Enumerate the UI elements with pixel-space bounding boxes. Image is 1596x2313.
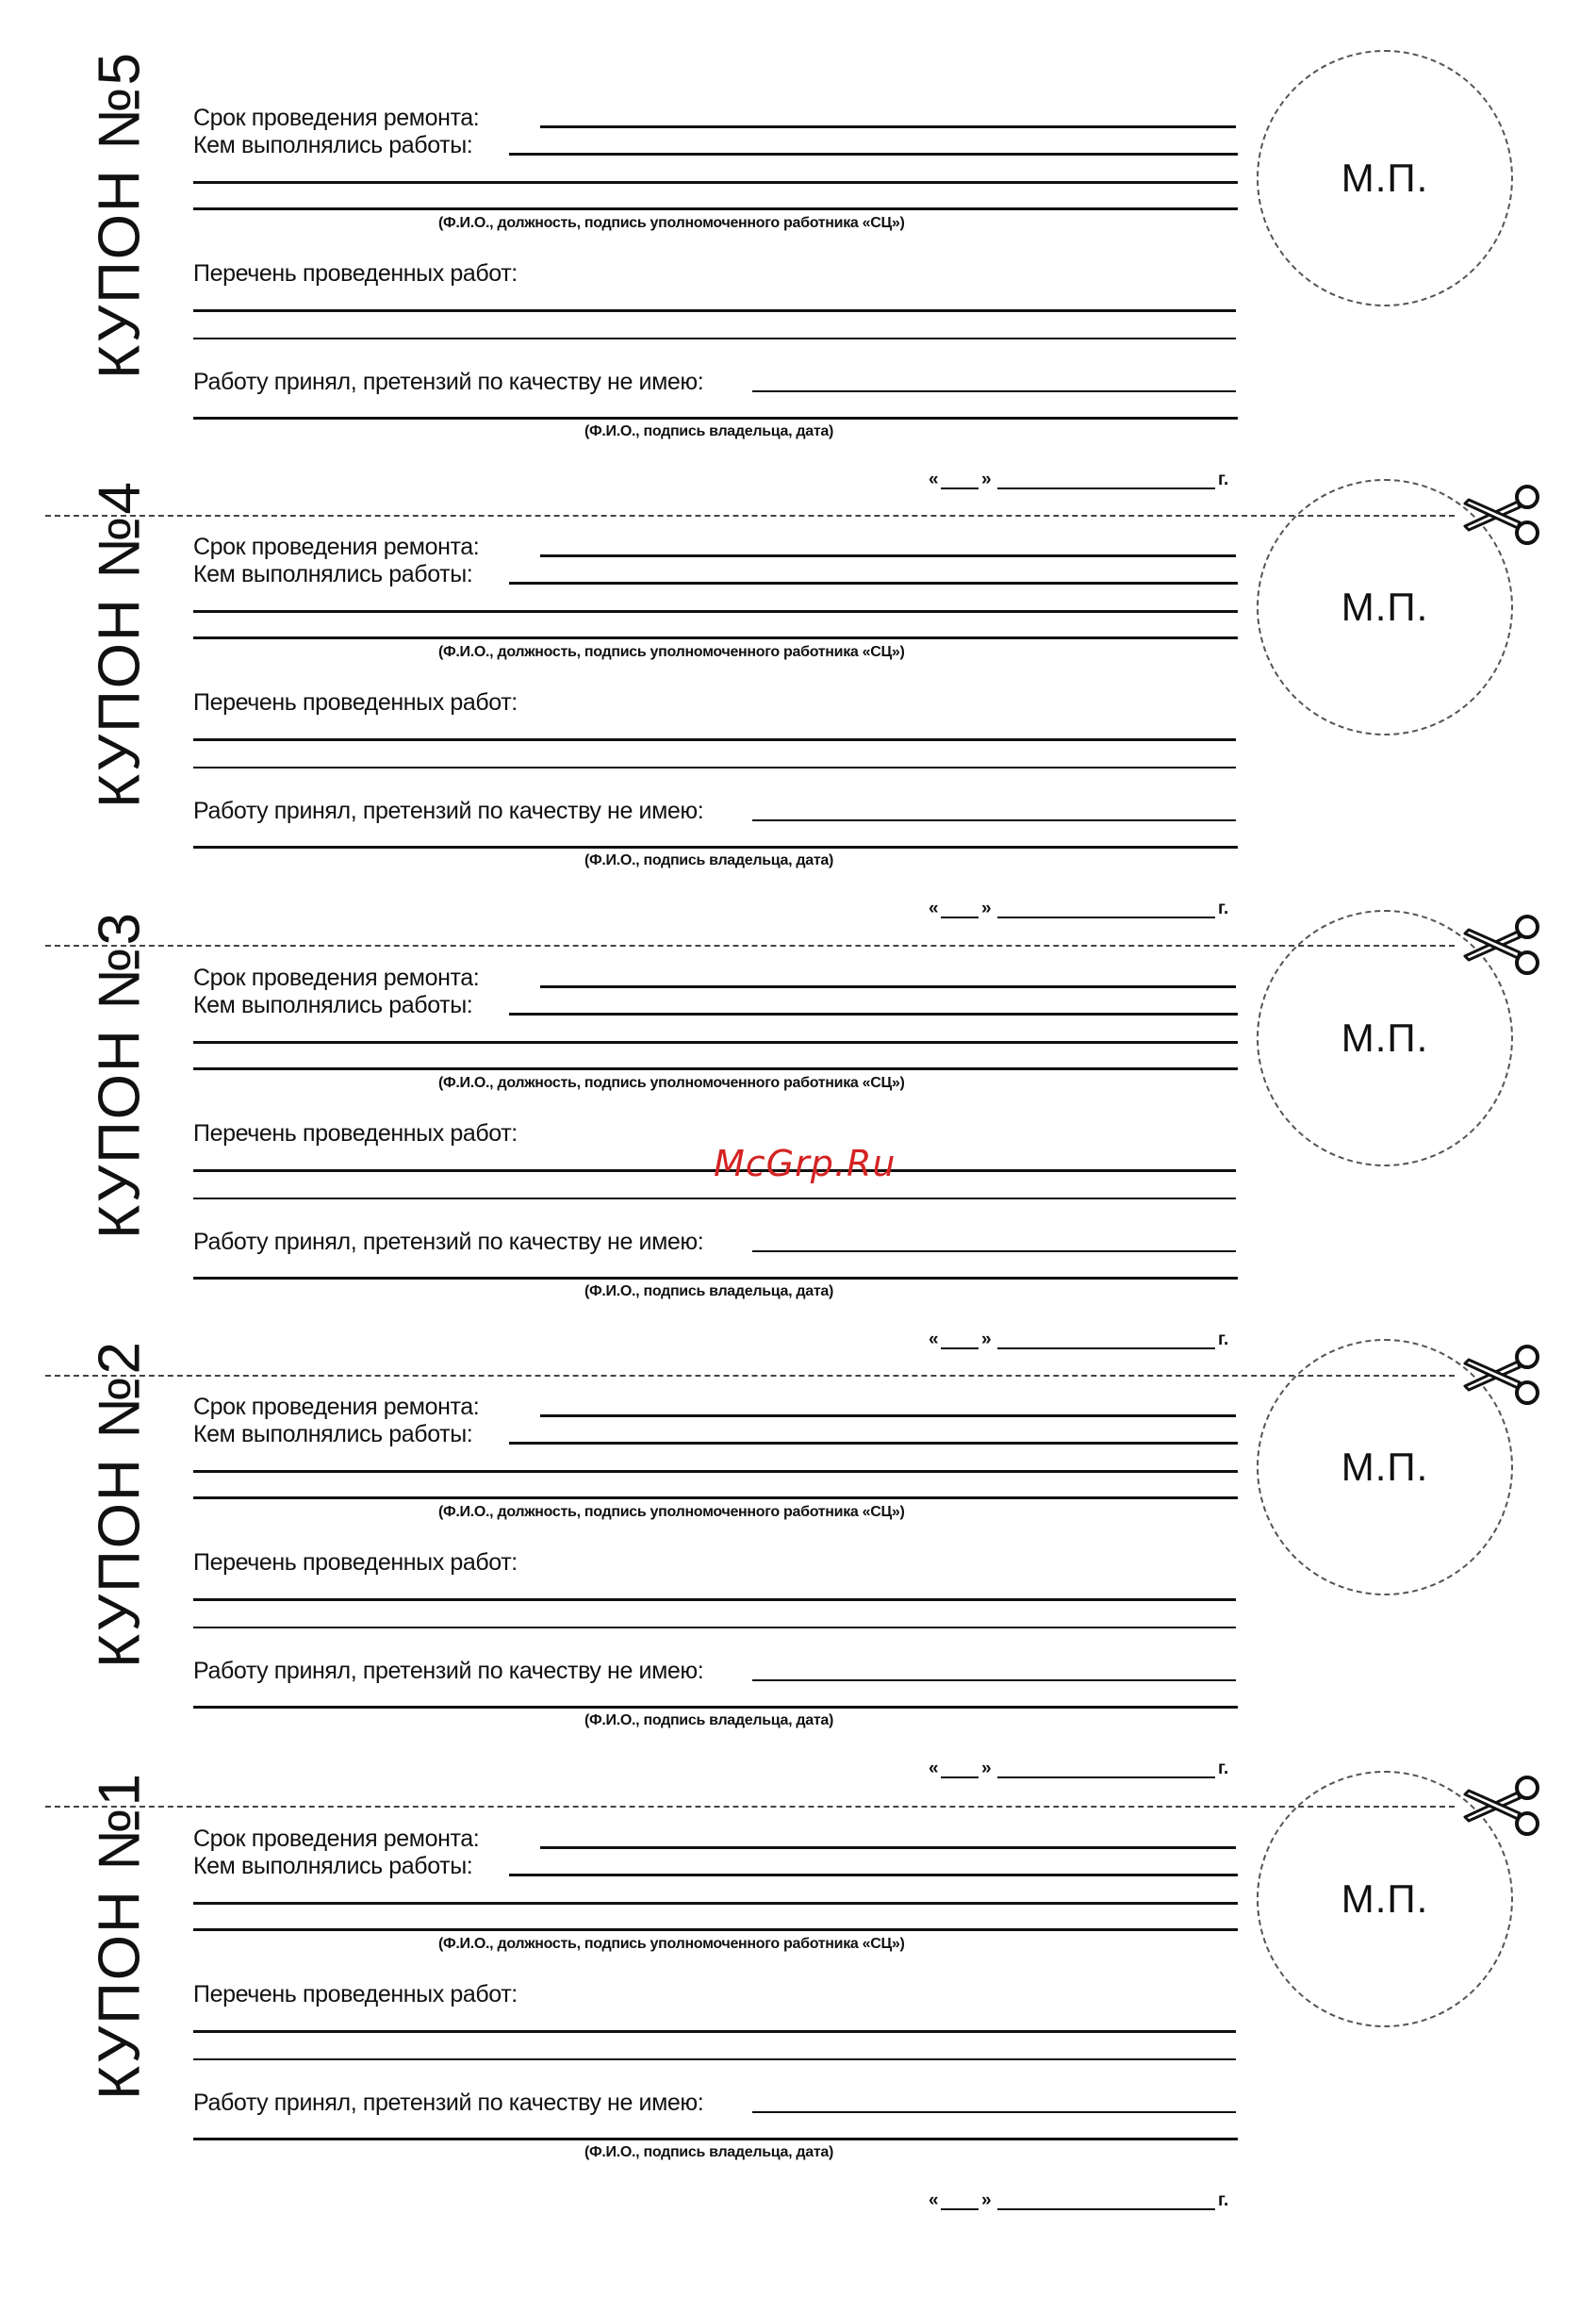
coupon-title: КУПОН №2 — [87, 1340, 153, 1668]
accepted-field[interactable] — [752, 1679, 1236, 1681]
performed-by-field[interactable] — [509, 1013, 1238, 1016]
coupon-4 — [0, 429, 1596, 918]
repair-term-field[interactable] — [540, 985, 1236, 988]
stamp-label: М.П. — [1341, 1016, 1429, 1060]
date-close-quote: » — [981, 470, 992, 489]
sc-employee-caption: (Ф.И.О., должность, подпись уполномоченного работника «СЦ») — [438, 1936, 905, 1952]
date-open-quote: « — [929, 1330, 939, 1349]
date-close-quote: » — [981, 1330, 992, 1349]
works-list-field-line-1[interactable] — [193, 1598, 1236, 1601]
accepted-field[interactable] — [752, 390, 1236, 392]
coupon-title: КУПОН №1 — [87, 1772, 153, 2100]
coupon-5 — [0, 0, 1596, 489]
cut-line — [45, 1375, 1455, 1377]
performed-by-field-line-3[interactable] — [193, 1067, 1238, 1070]
year-suffix: г. — [1218, 470, 1229, 489]
accepted-label: Работу принял, претензий по качеству не имею: — [193, 369, 704, 395]
stamp-label: М.П. — [1341, 1445, 1429, 1489]
owner-caption: (Ф.И.О., подпись владельца, дата) — [584, 1283, 833, 1299]
repair-term-field[interactable] — [540, 554, 1236, 557]
performed-by-field[interactable] — [509, 1874, 1238, 1876]
works-list-field-line-2[interactable] — [193, 767, 1236, 768]
accepted-field[interactable] — [752, 2111, 1236, 2113]
performed-by-field-line-2[interactable] — [193, 610, 1238, 613]
coupon-title: КУПОН №3 — [87, 911, 153, 1239]
repair-term-label: Срок проведения ремонта: — [193, 1394, 480, 1420]
year-suffix: г. — [1218, 1330, 1229, 1349]
date-close-quote: » — [981, 2190, 992, 2210]
accepted-field[interactable] — [752, 1250, 1236, 1252]
scissors-icon — [1461, 1345, 1546, 1405]
performed-by-label: Кем выполнялись работы: — [193, 1421, 473, 1447]
works-list-field-line-1[interactable] — [193, 738, 1236, 741]
performed-by-label: Кем выполнялись работы: — [193, 561, 473, 587]
date-open-quote: « — [929, 1759, 939, 1778]
works-list-label: Перечень проведенных работ: — [193, 689, 518, 716]
scissors-icon — [1461, 485, 1546, 545]
year-suffix: г. — [1218, 899, 1229, 918]
repair-term-field[interactable] — [540, 1846, 1236, 1849]
coupon-title: КУПОН №5 — [87, 51, 153, 379]
owner-caption: (Ф.И.О., подпись владельца, дата) — [584, 423, 833, 439]
performed-by-field-line-2[interactable] — [193, 181, 1238, 184]
watermark: McGrp.Ru — [714, 1143, 897, 1184]
accepted-label: Работу принял, претензий по качеству не имею: — [193, 798, 704, 824]
cut-line — [45, 1806, 1455, 1808]
date-month-field[interactable] — [997, 2208, 1215, 2210]
sc-employee-caption: (Ф.И.О., должность, подпись уполномоченного работника «СЦ») — [438, 215, 905, 231]
year-suffix: г. — [1218, 2190, 1229, 2210]
works-list-field-line-1[interactable] — [193, 309, 1236, 312]
owner-signature-field[interactable] — [193, 417, 1238, 420]
performed-by-field-line-2[interactable] — [193, 1470, 1238, 1473]
performed-by-field-line-2[interactable] — [193, 1902, 1238, 1905]
performed-by-field-line-3[interactable] — [193, 1928, 1238, 1931]
owner-signature-field[interactable] — [193, 2138, 1238, 2140]
accepted-label: Работу принял, претензий по качеству не имею: — [193, 1229, 704, 1255]
performed-by-field-line-3[interactable] — [193, 1496, 1238, 1499]
scissors-icon — [1461, 1776, 1546, 1836]
date-open-quote: « — [929, 899, 939, 918]
repair-term-label: Срок проведения ремонта: — [193, 105, 480, 131]
owner-signature-field[interactable] — [193, 846, 1238, 849]
accepted-label: Работу принял, претензий по качеству не имею: — [193, 1658, 704, 1684]
sc-employee-caption: (Ф.И.О., должность, подпись уполномоченного работника «СЦ») — [438, 644, 905, 660]
coupon-3 — [0, 860, 1596, 1349]
works-list-label: Перечень проведенных работ: — [193, 1120, 518, 1147]
performed-by-label: Кем выполнялись работы: — [193, 132, 473, 158]
repair-term-label: Срок проведения ремонта: — [193, 1826, 480, 1852]
repair-term-field[interactable] — [540, 1414, 1236, 1417]
owner-caption: (Ф.И.О., подпись владельца, дата) — [584, 852, 833, 868]
repair-term-label: Срок проведения ремонта: — [193, 534, 480, 560]
performed-by-field-line-3[interactable] — [193, 207, 1238, 210]
performed-by-field-line-3[interactable] — [193, 636, 1238, 639]
works-list-label: Перечень проведенных работ: — [193, 260, 518, 287]
sc-employee-caption: (Ф.И.О., должность, подпись уполномоченного работника «СЦ») — [438, 1504, 905, 1520]
date-close-quote: » — [981, 899, 992, 918]
sc-employee-caption: (Ф.И.О., должность, подпись уполномоченного работника «СЦ») — [438, 1075, 905, 1091]
repair-term-field[interactable] — [540, 125, 1236, 128]
owner-caption: (Ф.И.О., подпись владельца, дата) — [584, 1712, 833, 1728]
works-list-field-line-1[interactable] — [193, 2030, 1236, 2033]
date-close-quote: » — [981, 1759, 992, 1778]
works-list-label: Перечень проведенных работ: — [193, 1981, 518, 2007]
date-open-quote: « — [929, 2190, 939, 2210]
owner-caption: (Ф.И.О., подпись владельца, дата) — [584, 2144, 833, 2160]
performed-by-field-line-2[interactable] — [193, 1041, 1238, 1044]
works-list-field-line-2[interactable] — [193, 1198, 1236, 1199]
accepted-label: Работу принял, претензий по качеству не имею: — [193, 2090, 704, 2116]
works-list-field-line-2[interactable] — [193, 1627, 1236, 1628]
works-list-field-line-2[interactable] — [193, 2058, 1236, 2060]
coupon-1 — [0, 1721, 1596, 2210]
date-open-quote: « — [929, 470, 939, 489]
performed-by-field[interactable] — [509, 582, 1238, 585]
coupon-title: КУПОН №4 — [87, 480, 153, 808]
owner-signature-field[interactable] — [193, 1706, 1238, 1709]
stamp-label: М.П. — [1341, 585, 1429, 629]
cut-line — [45, 945, 1455, 947]
works-list-field-line-2[interactable] — [193, 338, 1236, 339]
performed-by-field[interactable] — [509, 153, 1238, 156]
stamp-label: М.П. — [1341, 1876, 1429, 1921]
coupon-2 — [0, 1289, 1596, 1778]
performed-by-label: Кем выполнялись работы: — [193, 992, 473, 1018]
cut-line — [45, 515, 1455, 517]
date-day-field[interactable] — [941, 2208, 979, 2210]
performed-by-field[interactable] — [509, 1442, 1238, 1445]
owner-signature-field[interactable] — [193, 1277, 1238, 1280]
accepted-field[interactable] — [752, 819, 1236, 821]
repair-term-label: Срок проведения ремонта: — [193, 965, 480, 991]
year-suffix: г. — [1218, 1759, 1229, 1778]
performed-by-label: Кем выполнялись работы: — [193, 1853, 473, 1879]
scissors-icon — [1461, 915, 1546, 975]
stamp-label: М.П. — [1341, 156, 1429, 200]
stamp-circle — [1257, 50, 1513, 306]
works-list-label: Перечень проведенных работ: — [193, 1549, 518, 1576]
